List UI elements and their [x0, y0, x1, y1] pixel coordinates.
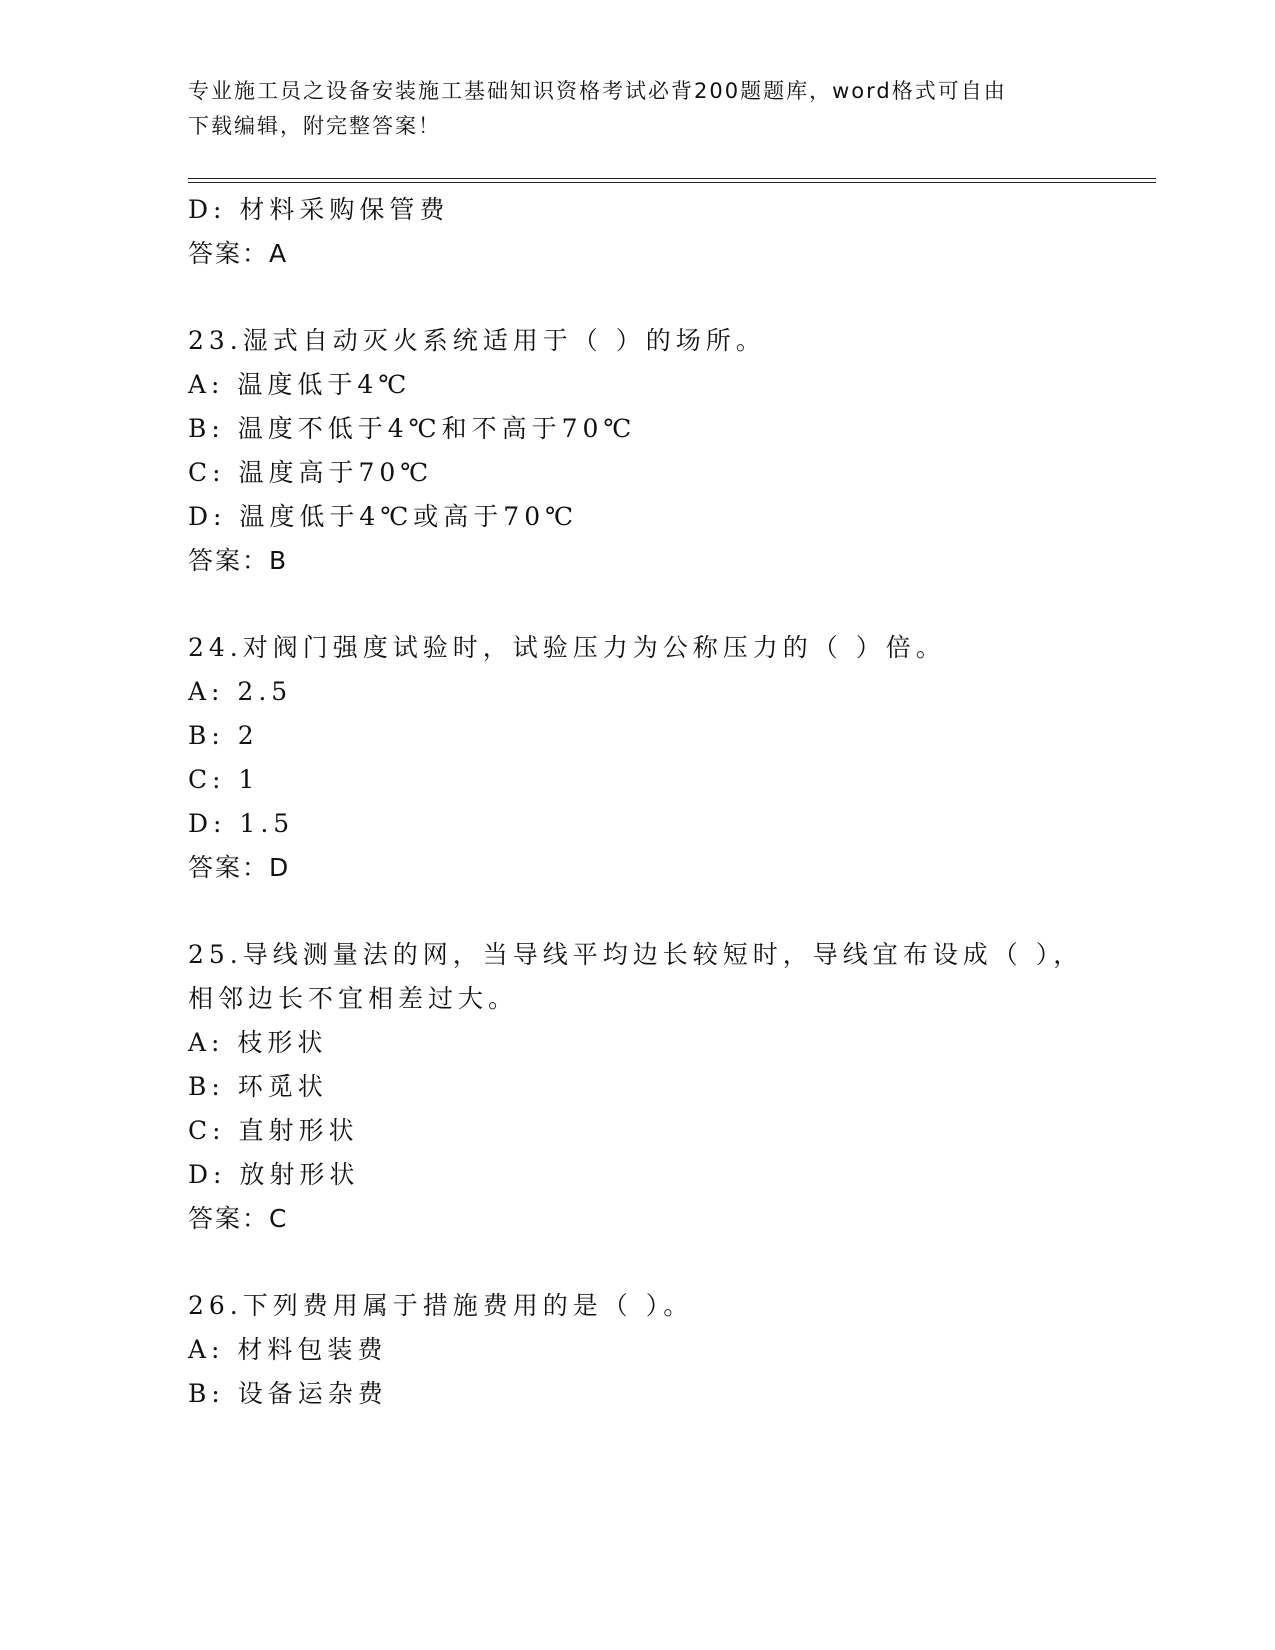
question-25-option-b: B: 环觅状 — [188, 1072, 328, 1101]
question-24-answer: 答案：D — [188, 853, 291, 882]
header-divider-bottom — [188, 182, 1156, 183]
question-26-option-b: B: 设备运杂费 — [188, 1379, 388, 1408]
document-header — [188, 74, 1068, 144]
question-23-stem: 23.湿式自动灭火系统适用于（ ）的场所。 — [188, 326, 766, 355]
question-23-answer: 答案：B — [188, 546, 289, 575]
question-24-stem: 24.对阀门强度试验时，试验压力为公称压力的（ ）倍。 — [188, 633, 946, 662]
header-divider-top — [188, 178, 1156, 179]
header-line-2: 下载编辑，附完整答案！ — [188, 114, 441, 138]
question-25-option-a: A: 枝形状 — [188, 1028, 328, 1057]
question-25-option-c: C: 直射形状 — [188, 1116, 359, 1145]
question-24-option-b: B: 2 — [188, 721, 259, 750]
question-23-option-b: B: 温度不低于4℃和不高于70℃ — [188, 414, 637, 443]
question-26-option-a: A: 材料包装费 — [188, 1335, 388, 1364]
question-25-stem-continued: 相邻边长不宜相差过大。 — [188, 984, 519, 1013]
question-24-option-d: D: 1.5 — [188, 809, 295, 838]
answer-line: 答案：A — [188, 239, 289, 268]
question-25-answer: 答案：C — [188, 1204, 289, 1233]
question-23-option-a: A: 温度低于4℃ — [188, 370, 412, 399]
question-25-stem: 25.导线测量法的网，当导线平均边长较短时，导线宜布设成（ ）， — [188, 940, 1084, 969]
question-24-option-a: A: 2.5 — [188, 677, 293, 706]
option-d: D: 材料采购保管费 — [188, 195, 450, 224]
question-23-option-c: C: 温度高于70℃ — [188, 458, 434, 487]
question-24-option-c: C: 1 — [188, 765, 260, 794]
question-25-option-d: D: 放射形状 — [188, 1160, 360, 1189]
header-line-1: 专业施工员之设备安装施工基础知识资格考试必背200题题库，word格式可自由 — [188, 79, 1007, 103]
question-23-option-d: D: 温度低于4℃或高于70℃ — [188, 502, 579, 531]
question-26-stem: 26.下列费用属于措施费用的是（ ）。 — [188, 1291, 694, 1320]
